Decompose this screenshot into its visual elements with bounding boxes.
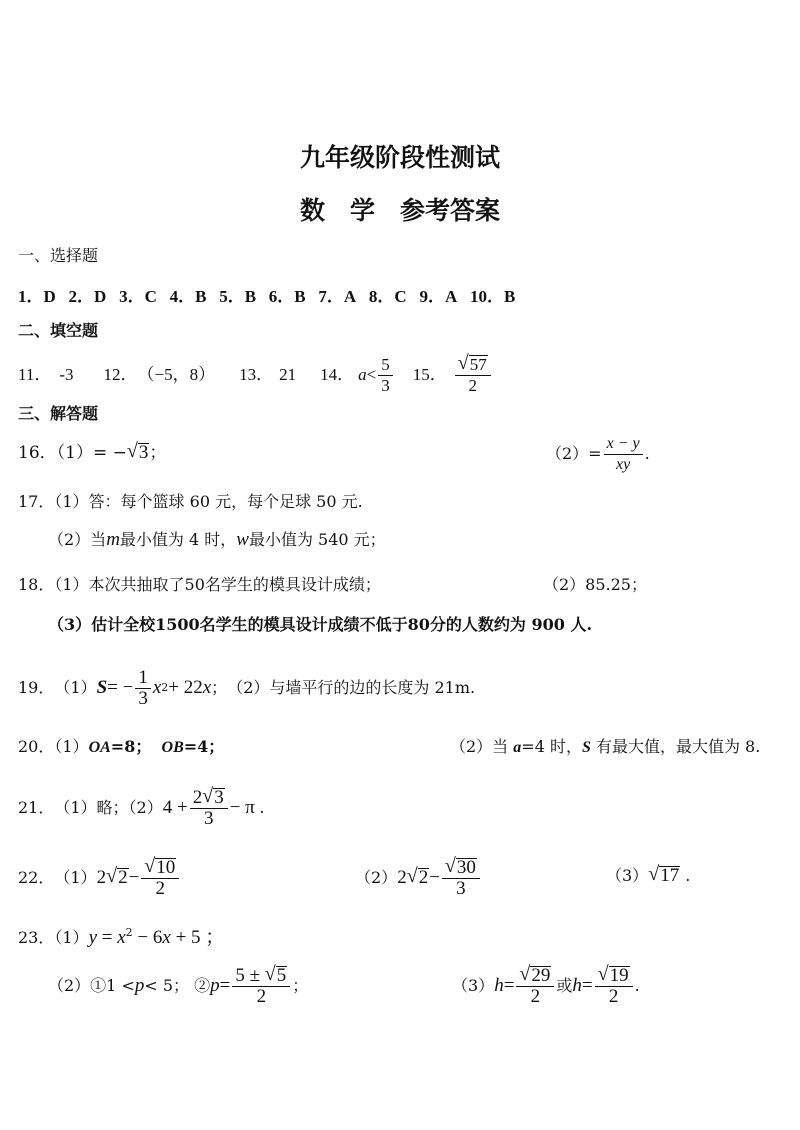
- q18-line1: 18．（1）本次共抽取了50名学生的模具设计成绩；: [18, 575, 381, 594]
- fraction-sqrt57-2: √ 57 2: [455, 355, 491, 396]
- fill-answers-row: 11． -3 12． （−5，8） 13． 21 14． a < $\frac{5}{3}$ 15． √ 57 2: [18, 351, 493, 399]
- section-solve: 三、解答题: [18, 404, 99, 423]
- q17-line2: （2）当m最小值为 4 时，w最小值为 540 元；: [48, 529, 386, 550]
- q20-part2: （2）当 a=4 时，S 有最大值，最大值为 8.: [450, 737, 761, 756]
- section-choice: 一、选择题: [18, 246, 99, 265]
- q9: 9．A: [419, 287, 458, 306]
- fraction-sqrt30-3: √ 30 3: [442, 858, 480, 899]
- choice-answers-row: [18, 287, 515, 307]
- q23-part1: 23．$(1)y = x^2 - 6x + 5$ ；: [18, 926, 225, 948]
- q22-part2: （2） 2 √ 2 − √ 30 3: [355, 852, 482, 904]
- q10: 10．B: [469, 287, 516, 306]
- page-subtitle: 数 学 参考答案: [299, 196, 500, 225]
- q16-part2: （2）= $\frac{x - y}{xy}$ .: [546, 434, 650, 473]
- fraction-sqrt10-2: √ 10 2: [141, 858, 179, 899]
- q20-part1: 20．（1）OA=8； OB=4；: [18, 737, 225, 756]
- q1: 1．D: [18, 287, 56, 306]
- fraction-5-3: $\frac{5}{3}$: [378, 355, 393, 396]
- q17-line1: 17．（1）答：每个篮球 60 元，每个足球 50 元.: [18, 492, 363, 511]
- q23-part3: （3） h = √ 29 2 或 h = √ 19 2 .: [452, 962, 640, 1007]
- fraction-2sqrt3-3: 2 √ 3 3: [190, 788, 228, 829]
- q6: 6．B: [268, 287, 306, 306]
- q3: 3．C: [119, 287, 157, 306]
- q2: 2．D: [68, 287, 107, 306]
- fraction-1-3: $\frac{1}{3}$: [135, 668, 151, 709]
- q19-line: 19． （1） S = − $\frac{1}{3}$ x 2 + 22 x ； （2）与墙平行的边的长度为 21m.: [18, 666, 476, 709]
- q18-part2: （2）85.25；: [543, 575, 647, 594]
- fraction-5pm-sqrt5-2: 5 ± √ 5 2: [232, 966, 290, 1007]
- q22-part1: 22． （1） 2 √ 2 − √ 10 2: [18, 852, 181, 904]
- q22-part3: （3） √ 17 .: [606, 863, 691, 886]
- q18-line2: （3）估计全校1500名学生的模具设计成绩不低于80分的人数约为 900 人.: [48, 615, 593, 634]
- fraction-sqrt19-2: √ 19 2: [595, 966, 633, 1007]
- page-title: 九年级阶段性测试: [299, 143, 500, 172]
- fraction-sqrt29-2: √ 29 2: [516, 966, 554, 1007]
- q21-line: 21． （1）略；（2） 4 + 2 √ 3 3 − π .: [18, 784, 265, 829]
- fraction-x-y-xy: $\frac{x - y}{xy}$: [604, 434, 643, 475]
- q23-part2: （2）①1 < p < 5； ② p = 5 ± √ 5 2 ；: [48, 962, 309, 1007]
- section-fill: 二、填空题: [18, 321, 99, 340]
- q7: 7．A: [318, 287, 357, 306]
- q8: 8．C: [368, 287, 407, 306]
- q4: 4．B: [169, 287, 207, 306]
- q5: 5．B: [219, 287, 257, 306]
- q16-part1: 16．（1）= − √ 3；: [18, 440, 167, 463]
